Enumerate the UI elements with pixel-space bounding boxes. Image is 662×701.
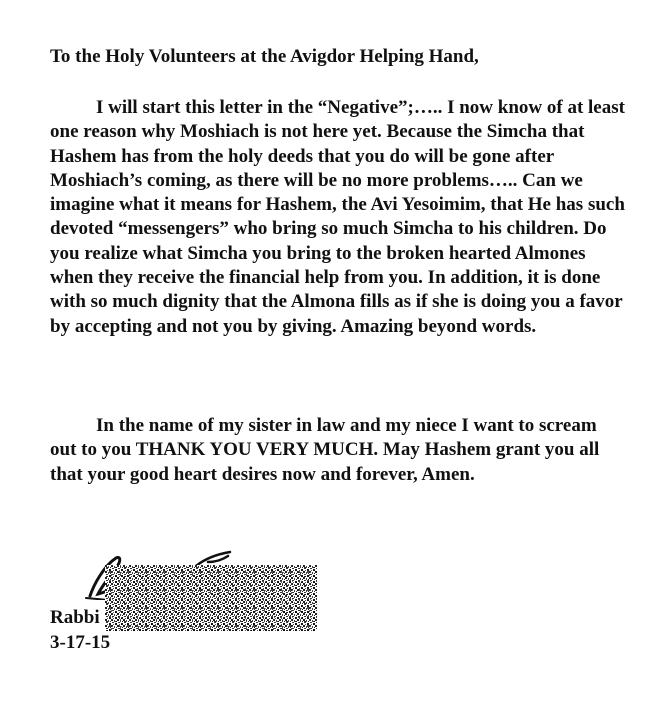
letter-date: 3-17-15 [50,632,111,653]
letter-paragraph-2 [50,414,625,487]
paragraph-2-text: In the name of my sister in law and my niece I want to scream out to you THANK YOU VERY MUCH. May Hashem grant you all that your good heart desires now and forever, Amen. [50,415,600,485]
signature-block [50,548,350,658]
redacted-signature-area [105,565,317,631]
letter-paragraph-1 [50,96,625,339]
signature-title: Rabbi [50,607,100,628]
letter-salutation: To the Holy Volunteers at the Avigdor Helping Hand, [50,46,479,67]
paragraph-1-text: I will start this letter in the “Negative”;….. I now know of at least one reason why Moshiach is not here yet. Because the Simcha that Hashem has from the holy deeds that you do will be gone after Moshiach’s coming, as there will be no more problems….. Can we imagine what it means for Hashem, the Avi Yesoimim, that He has such devoted “messengers” who bring so much Simcha to his children. Do you realize what Simcha you bring to the broken hearted Almones when they receive the financial help from you. In addition, it is done with so much dignity that the Almona fills as if she is doing you a favor by accepting and not you by giving. Amazing beyond words. [50,97,625,337]
